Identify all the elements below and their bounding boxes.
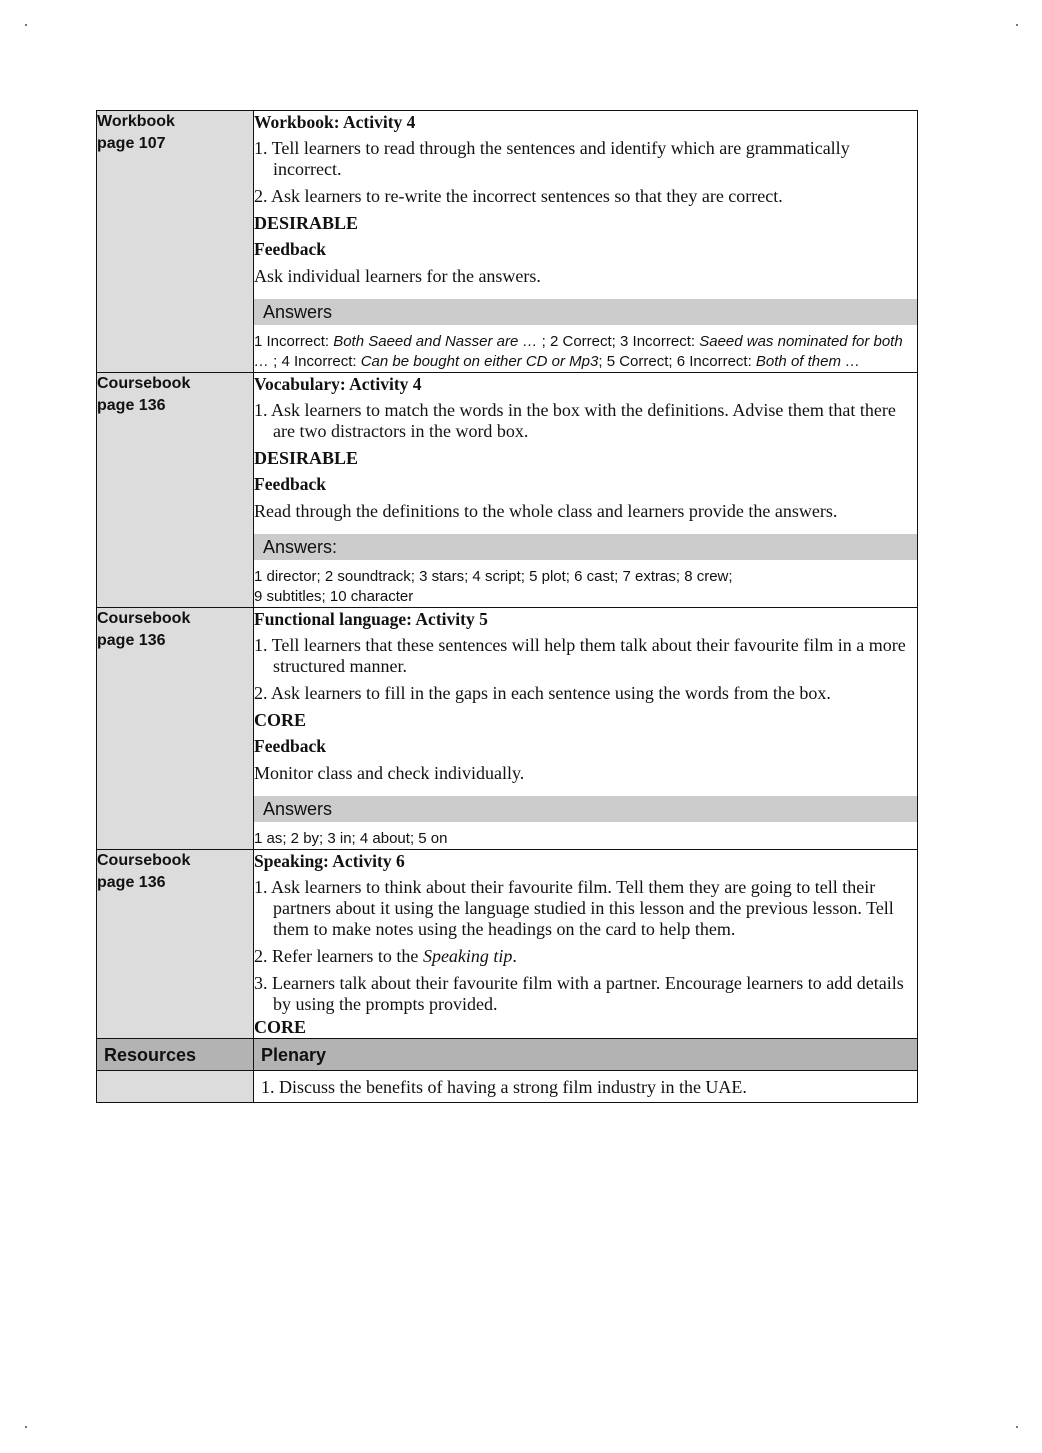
- level-label: CORE: [254, 710, 307, 730]
- activity-title: Workbook: Activity 4: [254, 112, 416, 132]
- activity-title: Speaking: Activity 6: [254, 851, 405, 871]
- feedback-heading: Feedback: [254, 239, 326, 259]
- reference-book: Workbook: [97, 113, 175, 130]
- crop-mark-bottom-right: [1016, 1426, 1018, 1428]
- activity-cell: [254, 850, 918, 1039]
- step-item: 2. Ask learners to re-write the incorrect sentences so that they are correct.: [254, 186, 783, 206]
- reference-page: page 136: [97, 632, 166, 649]
- reference-book: Coursebook: [97, 375, 191, 392]
- answers-heading: Answers: [254, 299, 917, 325]
- answers-text: 1 as; 2 by; 3 in; 4 about; 5 on: [254, 830, 448, 847]
- reference-page: page 136: [97, 874, 166, 891]
- feedback-text: Read through the definitions to the whole class and learners provide the answers.: [254, 501, 838, 521]
- feedback-text: Monitor class and check individually.: [254, 763, 525, 783]
- plenary-cell: [254, 1071, 918, 1103]
- table-row: [97, 373, 918, 608]
- answers-heading: Answers:: [254, 534, 917, 560]
- reference-cell: [97, 373, 254, 608]
- activity-cell: [254, 111, 918, 373]
- activity-cell: [254, 373, 918, 608]
- step-list: [254, 877, 917, 1015]
- level-label: CORE: [254, 1017, 307, 1037]
- step-item: 1. Discuss the benefits of having a strong film industry in the UAE.: [261, 1077, 747, 1097]
- table-row: [97, 608, 918, 850]
- step-item: 2. Refer learners to the Speaking tip.: [254, 946, 517, 966]
- step-list: [254, 138, 917, 207]
- feedback-heading: Feedback: [254, 474, 326, 494]
- step-item: 2. Ask learners to fill in the gaps in each sentence using the words from the box.: [254, 683, 831, 703]
- reference-book: Coursebook: [97, 610, 191, 627]
- reference-book: Coursebook: [97, 852, 191, 869]
- level-label: DESIRABLE: [254, 213, 359, 233]
- step-item: 1. Ask learners to think about their favourite film. Tell them they are going to tell their partners about it using the language studied in this lesson and the previous lesson. Tell them to make notes using the headings on the card to help them.: [254, 877, 894, 939]
- activity-title: Vocabulary: Activity 4: [254, 374, 422, 394]
- crop-mark-bottom-left: [25, 1426, 27, 1428]
- resources-cell: [97, 1071, 254, 1103]
- lesson-plan-table: [96, 110, 918, 1103]
- feedback-text: Ask individual learners for the answers.: [254, 266, 541, 286]
- step-item: 1. Tell learners that these sentences will help them talk about their favourite film in a more structured manner.: [254, 635, 906, 676]
- answers-heading: Answers: [254, 796, 917, 822]
- step-list: [254, 635, 917, 704]
- table-row: [97, 850, 918, 1039]
- answers-text: 1 Incorrect: Both Saeed and Nasser are … ; 2 Correct; 3 Incorrect: Saeed was nominated for both … ; 4 Incorrect: Can be bought on either CD or Mp3; 5 Correct; 6 Incorrect: Both of them …: [254, 333, 903, 370]
- reference-page: page 136: [97, 397, 166, 414]
- resources-header: Resources: [97, 1039, 254, 1071]
- step-item: 1. Tell learners to read through the sentences and identify which are grammatically incorrect.: [254, 138, 850, 179]
- feedback-heading: Feedback: [254, 736, 326, 756]
- plenary-row: [97, 1071, 918, 1103]
- activity-title: Functional language: Activity 5: [254, 609, 488, 629]
- plenary-header-row: [97, 1039, 918, 1071]
- reference-cell: [97, 850, 254, 1039]
- reference-cell: [97, 111, 254, 373]
- step-list: [254, 400, 917, 442]
- step-item: 3. Learners talk about their favourite film with a partner. Encourage learners to add details by using the prompts provided.: [254, 973, 904, 1014]
- table-row: [97, 111, 918, 373]
- crop-mark-top-left: [25, 24, 27, 26]
- reference-page: page 107: [97, 135, 166, 152]
- step-item: 1. Ask learners to match the words in the box with the definitions. Advise them that there are two distractors in the word box.: [254, 400, 896, 441]
- plenary-header: Plenary: [254, 1039, 918, 1071]
- answers-text: 1 director; 2 soundtrack; 3 stars; 4 script; 5 plot; 6 cast; 7 extras; 8 crew; 9 subtitles; 10 character: [254, 568, 733, 605]
- level-label: DESIRABLE: [254, 448, 359, 468]
- activity-cell: [254, 608, 918, 850]
- reference-cell: [97, 608, 254, 850]
- step-list: [261, 1077, 911, 1098]
- crop-mark-top-right: [1016, 24, 1018, 26]
